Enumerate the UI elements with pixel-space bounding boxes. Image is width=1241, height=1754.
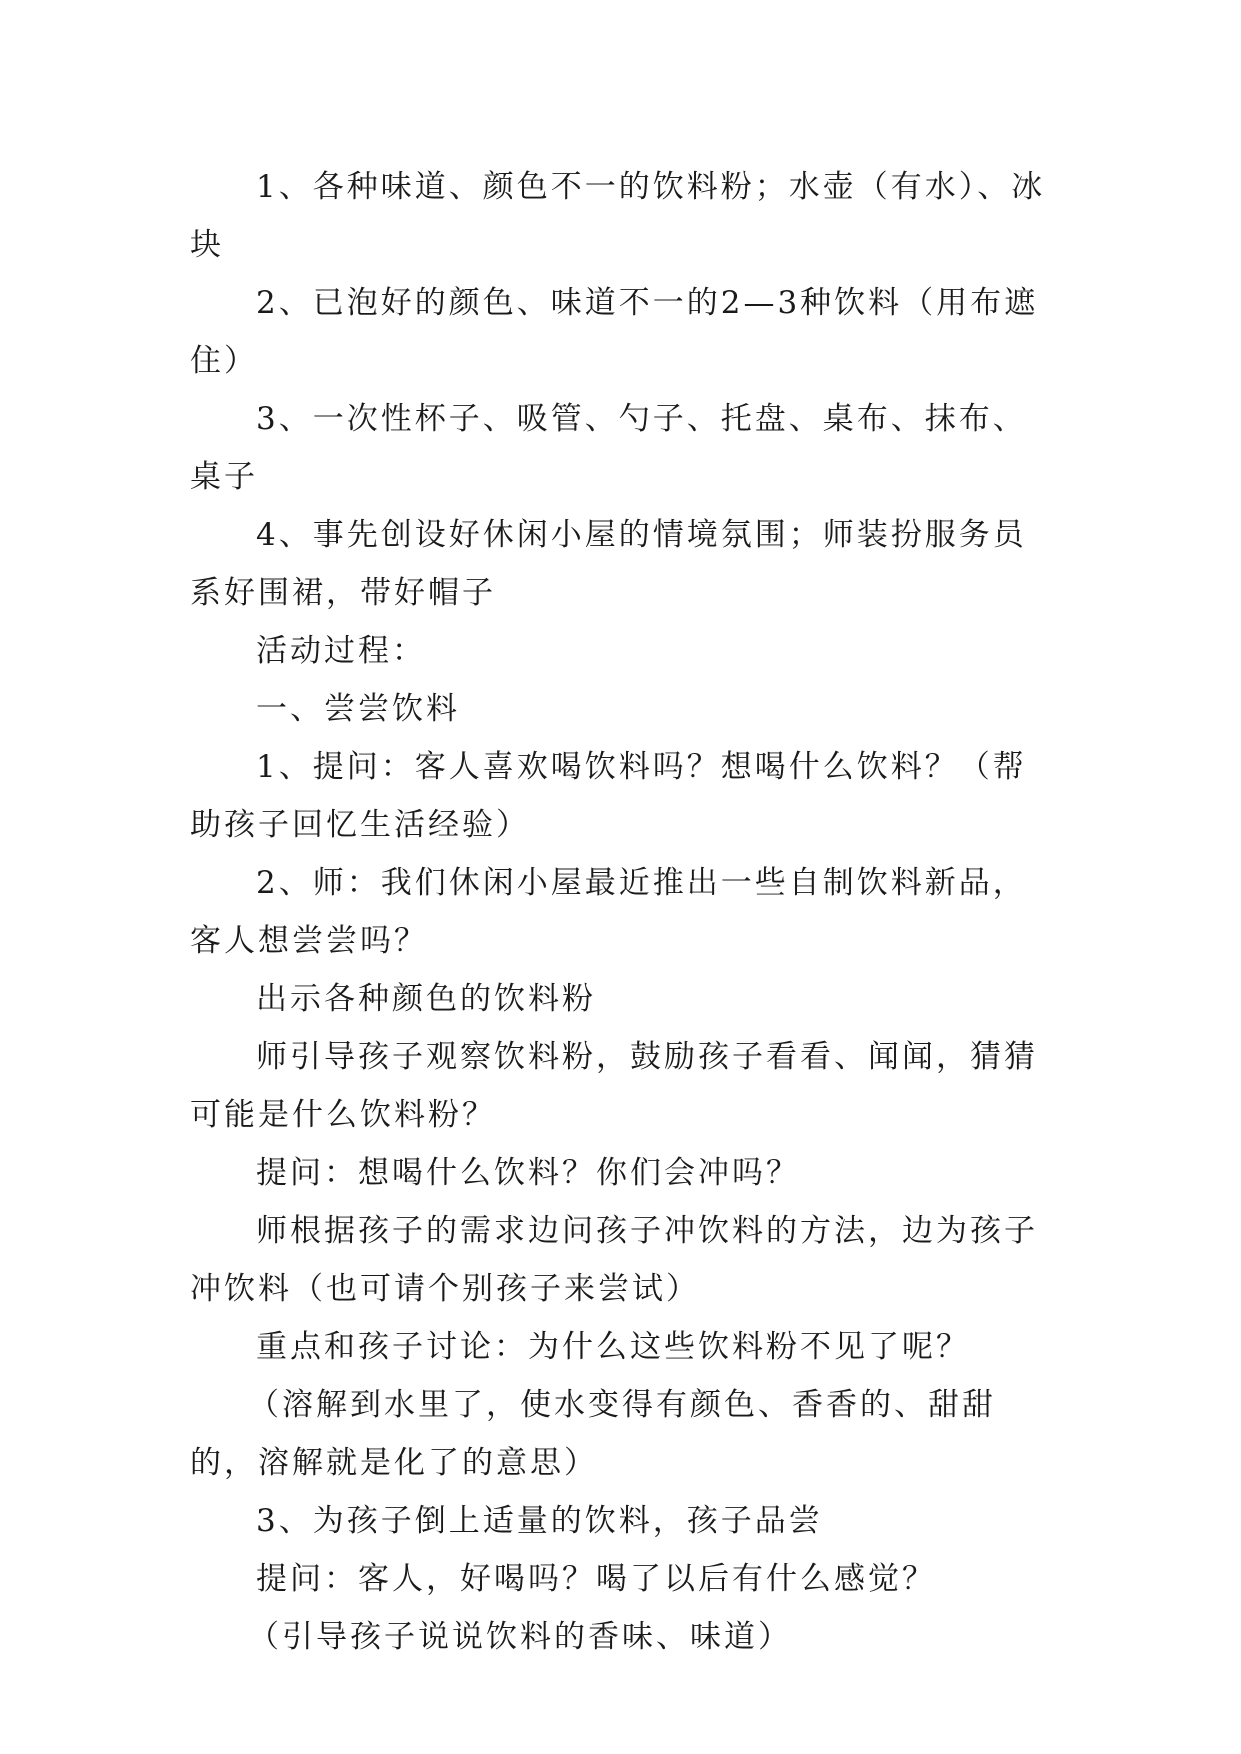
show-powders: 出示各种颜色的饮料粉 xyxy=(256,981,596,1017)
question-taste: 提问：客人，好喝吗？喝了以后有什么感觉？ xyxy=(256,1561,936,1597)
document-body xyxy=(190,158,1060,1666)
discussion-focus: 重点和孩子讨论：为什么这些饮料粉不见了呢？ xyxy=(256,1329,970,1365)
dissolve-explanation: （溶解到水里了，使水变得有颜色、香香的、甜甜的，溶解就是化了的意思） xyxy=(190,1387,996,1481)
step-2-teacher: 2、师：我们休闲小屋最近推出一些自制饮料新品，客人想尝尝吗？ xyxy=(190,865,1027,959)
materials-item-4: 4、事先创设好休闲小屋的情境氛围；师装扮服务员系好围裙，带好帽子 xyxy=(190,517,1027,611)
step-1-question: 1、提问：客人喜欢喝饮料吗？想喝什么饮料？（帮助孩子回忆生活经验） xyxy=(190,749,1027,843)
section-heading-activity-process: 活动过程： xyxy=(256,633,426,669)
materials-item-3: 3、一次性杯子、吸管、勺子、托盘、桌布、抹布、桌子 xyxy=(190,401,1027,495)
section-heading-taste-drinks: 一、尝尝饮料 xyxy=(256,691,460,727)
step-3-pour: 3、为孩子倒上适量的饮料，孩子品尝 xyxy=(256,1503,823,1539)
question-which-drink: 提问：想喝什么饮料？你们会冲吗？ xyxy=(256,1155,800,1191)
materials-item-1: 1、各种味道、颜色不一的饮料粉；水壶（有水）、冰块 xyxy=(190,169,1046,263)
mix-drinks: 师根据孩子的需求边问孩子冲饮料的方法，边为孩子冲饮料（也可请个别孩子来尝试） xyxy=(190,1213,1038,1307)
materials-item-2: 2、已泡好的颜色、味道不一的2—3种饮料（用布遮住） xyxy=(190,285,1039,379)
observe-powders: 师引导孩子观察饮料粉，鼓励孩子看看、闻闻，猜猜可能是什么饮料粉？ xyxy=(190,1039,1038,1133)
guide-describe: （引导孩子说说饮料的香味、味道） xyxy=(248,1619,792,1655)
